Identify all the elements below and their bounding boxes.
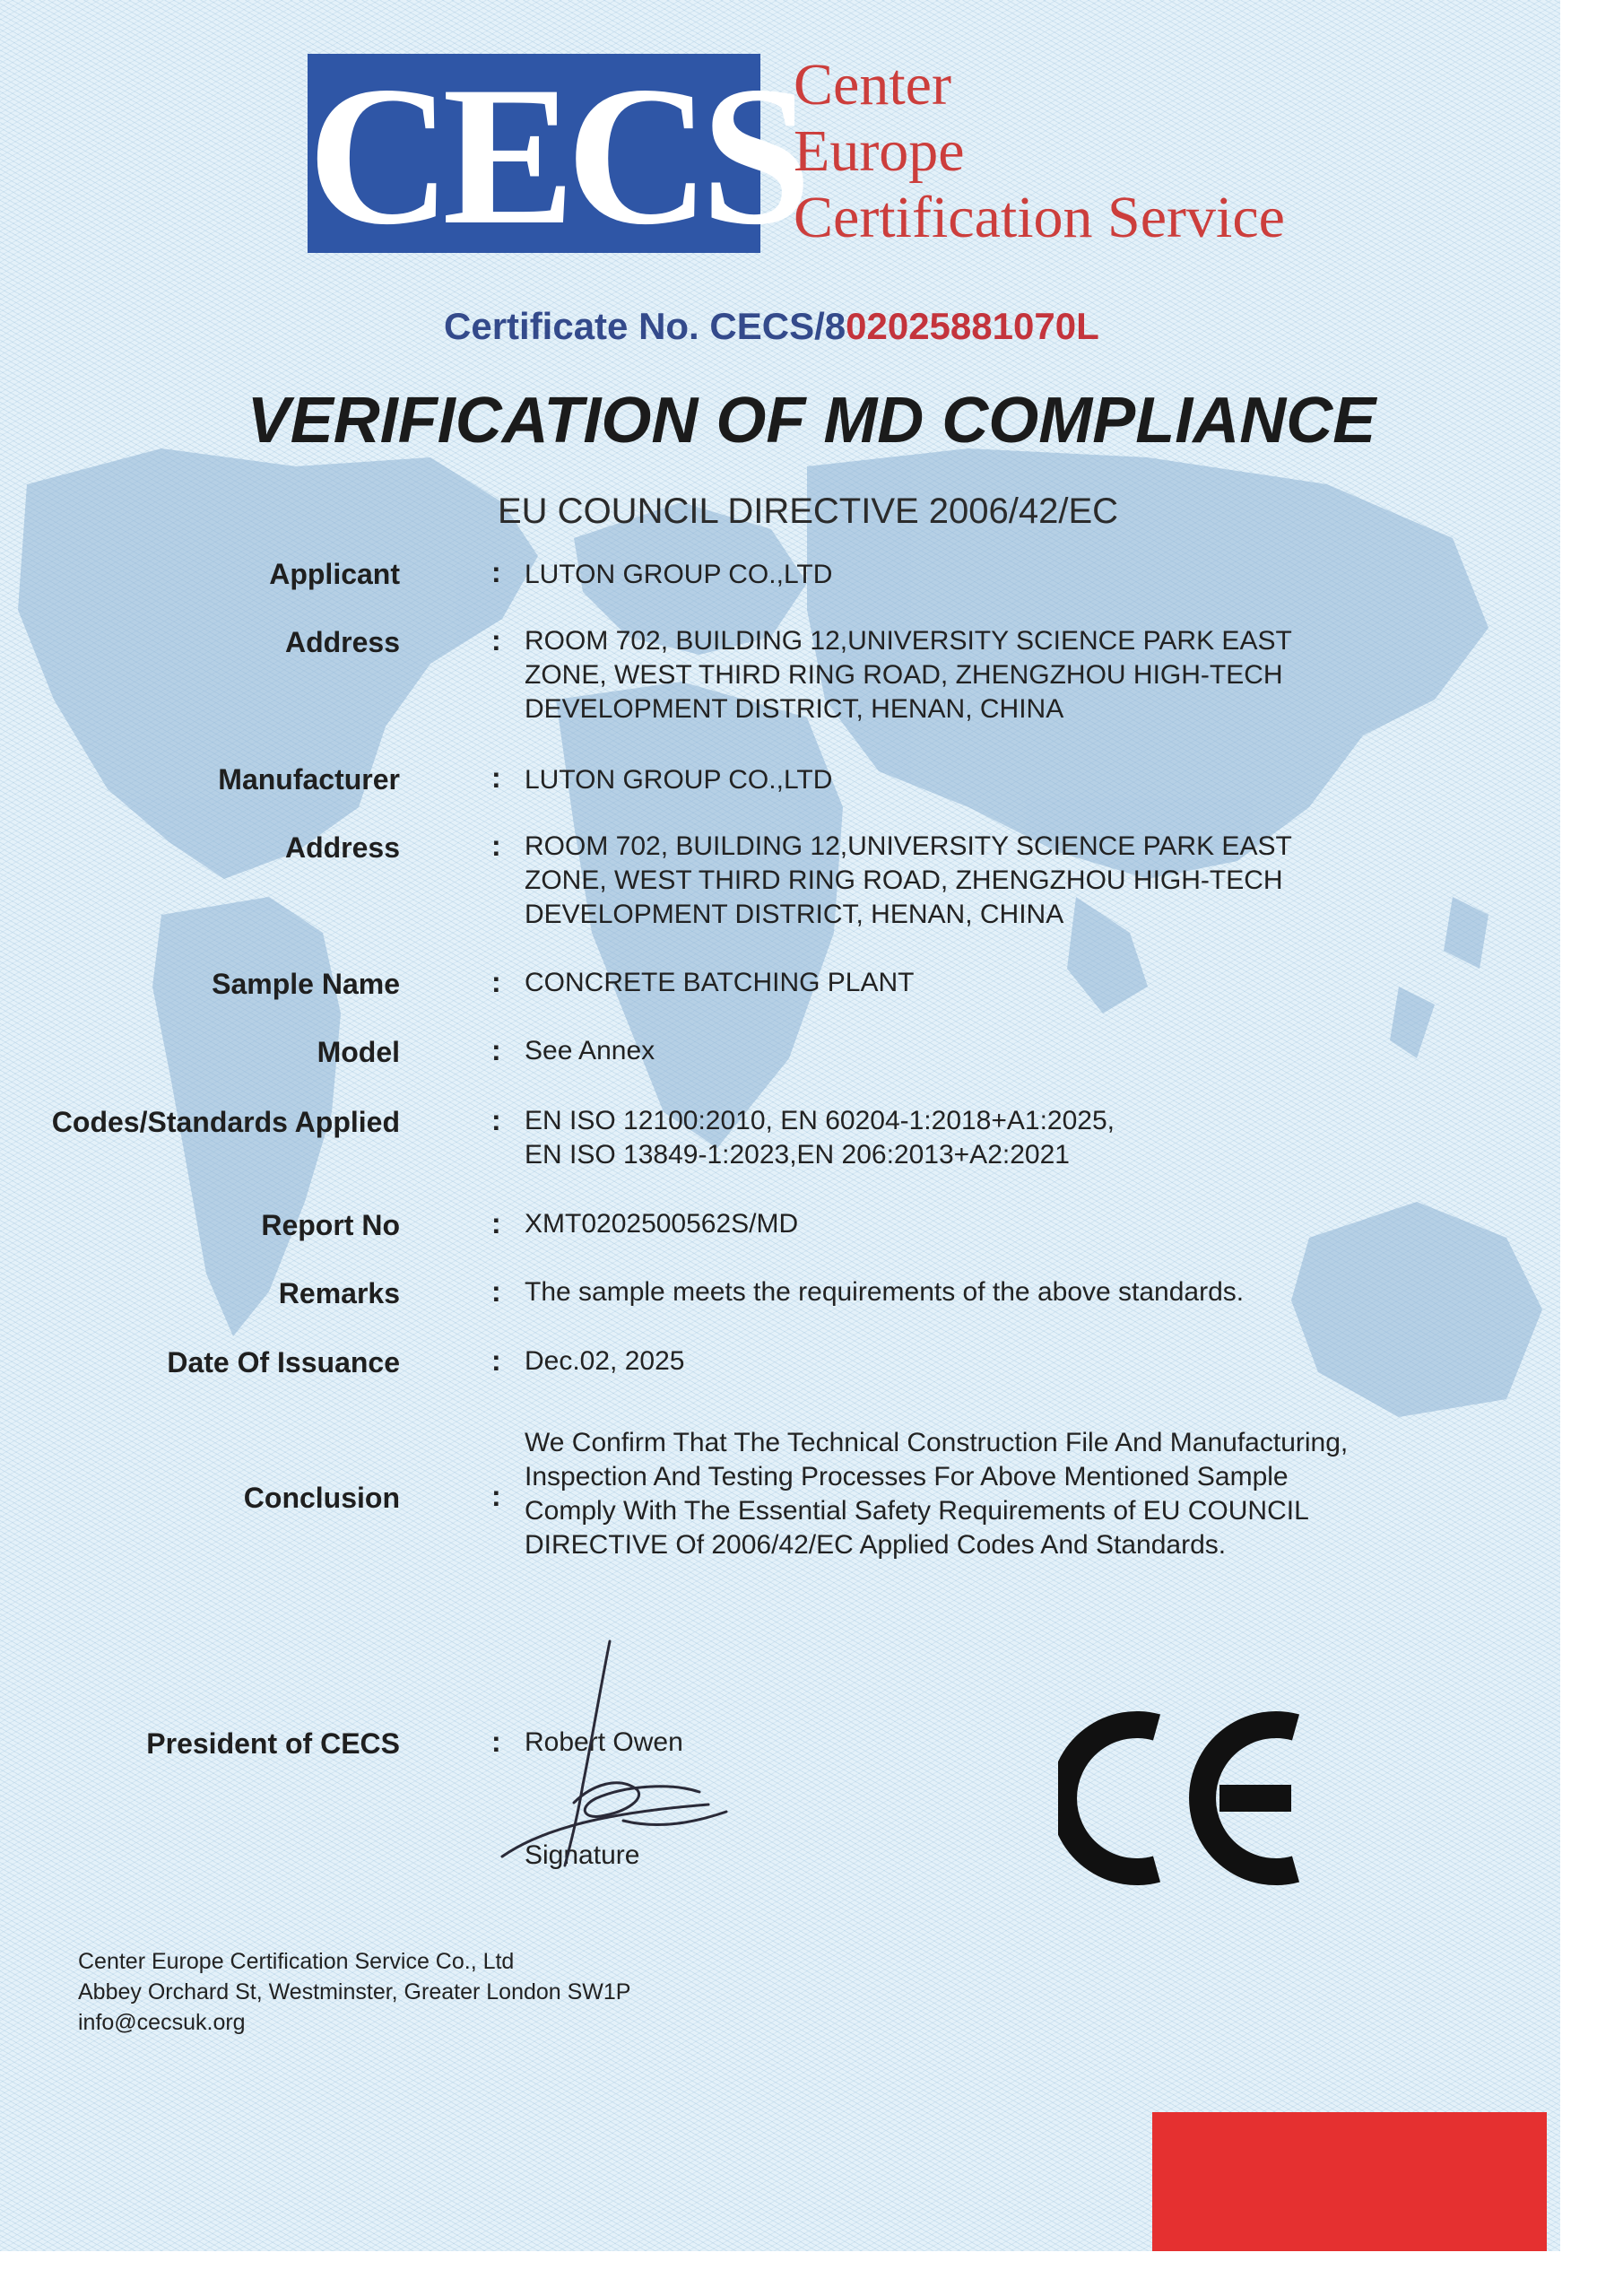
colon: : [491,1034,501,1066]
issuer-footer [78,1946,630,2038]
colon: : [491,966,501,998]
colon: : [491,1480,501,1512]
page-title: VERIFICATION OF MD COMPLIANCE [247,385,1376,457]
manufacturer-address-label: Address [284,831,400,864]
colon: : [491,830,501,862]
codes-line: EN ISO 13849-1:2023,EN 206:2013+A2:2021 [525,1140,1070,1170]
manufacturer-label: Manufacturer [218,763,400,796]
ce-mark [1058,1709,1305,1888]
codes-value [525,1104,1115,1172]
colon: : [491,761,501,794]
address-line: ZONE, WEST THIRD RING ROAD, ZHENGZHOU HIGH-TECH [525,865,1283,895]
footer-company: Center Europe Certification Service Co., Ltd [78,1949,515,1974]
colon: : [491,556,501,588]
ce-letter-e-bar [1219,1785,1291,1812]
address-line: ROOM 702, BUILDING 12,UNIVERSITY SCIENCE PARK EAST [525,831,1292,861]
conclusion-line: Comply With The Essential Safety Requirements of EU COUNCIL [525,1496,1309,1526]
manufacturer-value: LUTON GROUP CO.,LTD [525,765,833,795]
address-line: ROOM 702, BUILDING 12,UNIVERSITY SCIENCE PARK EAST [525,626,1292,656]
brand-name [794,52,1285,251]
corner-red-band [1152,2112,1547,2251]
conclusion-line: We Confirm That The Technical Construction File And Manufacturing, [525,1428,1349,1457]
date-value: Dec.02, 2025 [525,1346,685,1376]
codes-label: Codes/Standards Applied [51,1106,400,1138]
handwritten-signature [466,1632,735,1901]
footer-email: info@cecsuk.org [78,2010,246,2035]
logo-letters: CECS [308,46,803,266]
address-line: DEVELOPMENT DISTRICT, HENAN, CHINA [525,900,1064,929]
colon: : [491,1207,501,1239]
conclusion-label: Conclusion [243,1482,400,1514]
brand-line-2: Europe [794,118,965,184]
colon: : [491,1275,501,1308]
applicant-address-value [525,624,1292,726]
remarks-value: The sample meets the requirements of the above standards. [525,1277,1245,1307]
directive-subtitle: EU COUNCIL DIRECTIVE 2006/42/EC [498,491,1119,531]
report-no-value: XMT0202500562S/MD [525,1209,799,1239]
sample-name-label: Sample Name [212,968,400,1000]
ce-letter-c [1063,1725,1157,1872]
certificate-number [444,305,1099,348]
applicant-value: LUTON GROUP CO.,LTD [525,560,833,589]
president-label: President of CECS [146,1727,400,1760]
certificate-number-value: 02025881070L [846,305,1099,347]
address-line: ZONE, WEST THIRD RING ROAD, ZHENGZHOU HIGH-TECH [525,660,1283,690]
conclusion-value [525,1426,1348,1562]
conclusion-line: DIRECTIVE Of 2006/42/EC Applied Codes And Standards. [525,1530,1227,1560]
certificate-number-label: Certificate No. CECS/8 [444,305,846,347]
colon: : [491,1726,501,1758]
report-no-label: Report No [261,1209,400,1241]
applicant-label: Applicant [269,558,400,590]
conclusion-line: Inspection And Testing Processes For Above Mentioned Sample [525,1462,1289,1492]
applicant-address-label: Address [284,626,400,658]
manufacturer-address-value [525,830,1292,932]
codes-line: EN ISO 12100:2010, EN 60204-1:2018+A1:2025, [525,1106,1115,1135]
brand-line-3: Certification Service [794,185,1285,250]
model-value: See Annex [525,1036,655,1065]
colon: : [491,1344,501,1377]
colon: : [491,624,501,657]
date-label: Date Of Issuance [167,1346,400,1378]
signature-label: Signature [525,1840,640,1870]
cecs-logo [308,46,803,266]
president-name: Robert Owen [525,1727,683,1757]
brand-line-1: Center [794,52,951,117]
colon: : [491,1104,501,1136]
footer-address: Abbey Orchard St, Westminster, Greater London SW1P [78,1979,631,2005]
remarks-label: Remarks [278,1277,400,1309]
address-line: DEVELOPMENT DISTRICT, HENAN, CHINA [525,694,1064,724]
sample-name-value: CONCRETE BATCHING PLANT [525,968,915,997]
model-label: Model [317,1036,400,1068]
